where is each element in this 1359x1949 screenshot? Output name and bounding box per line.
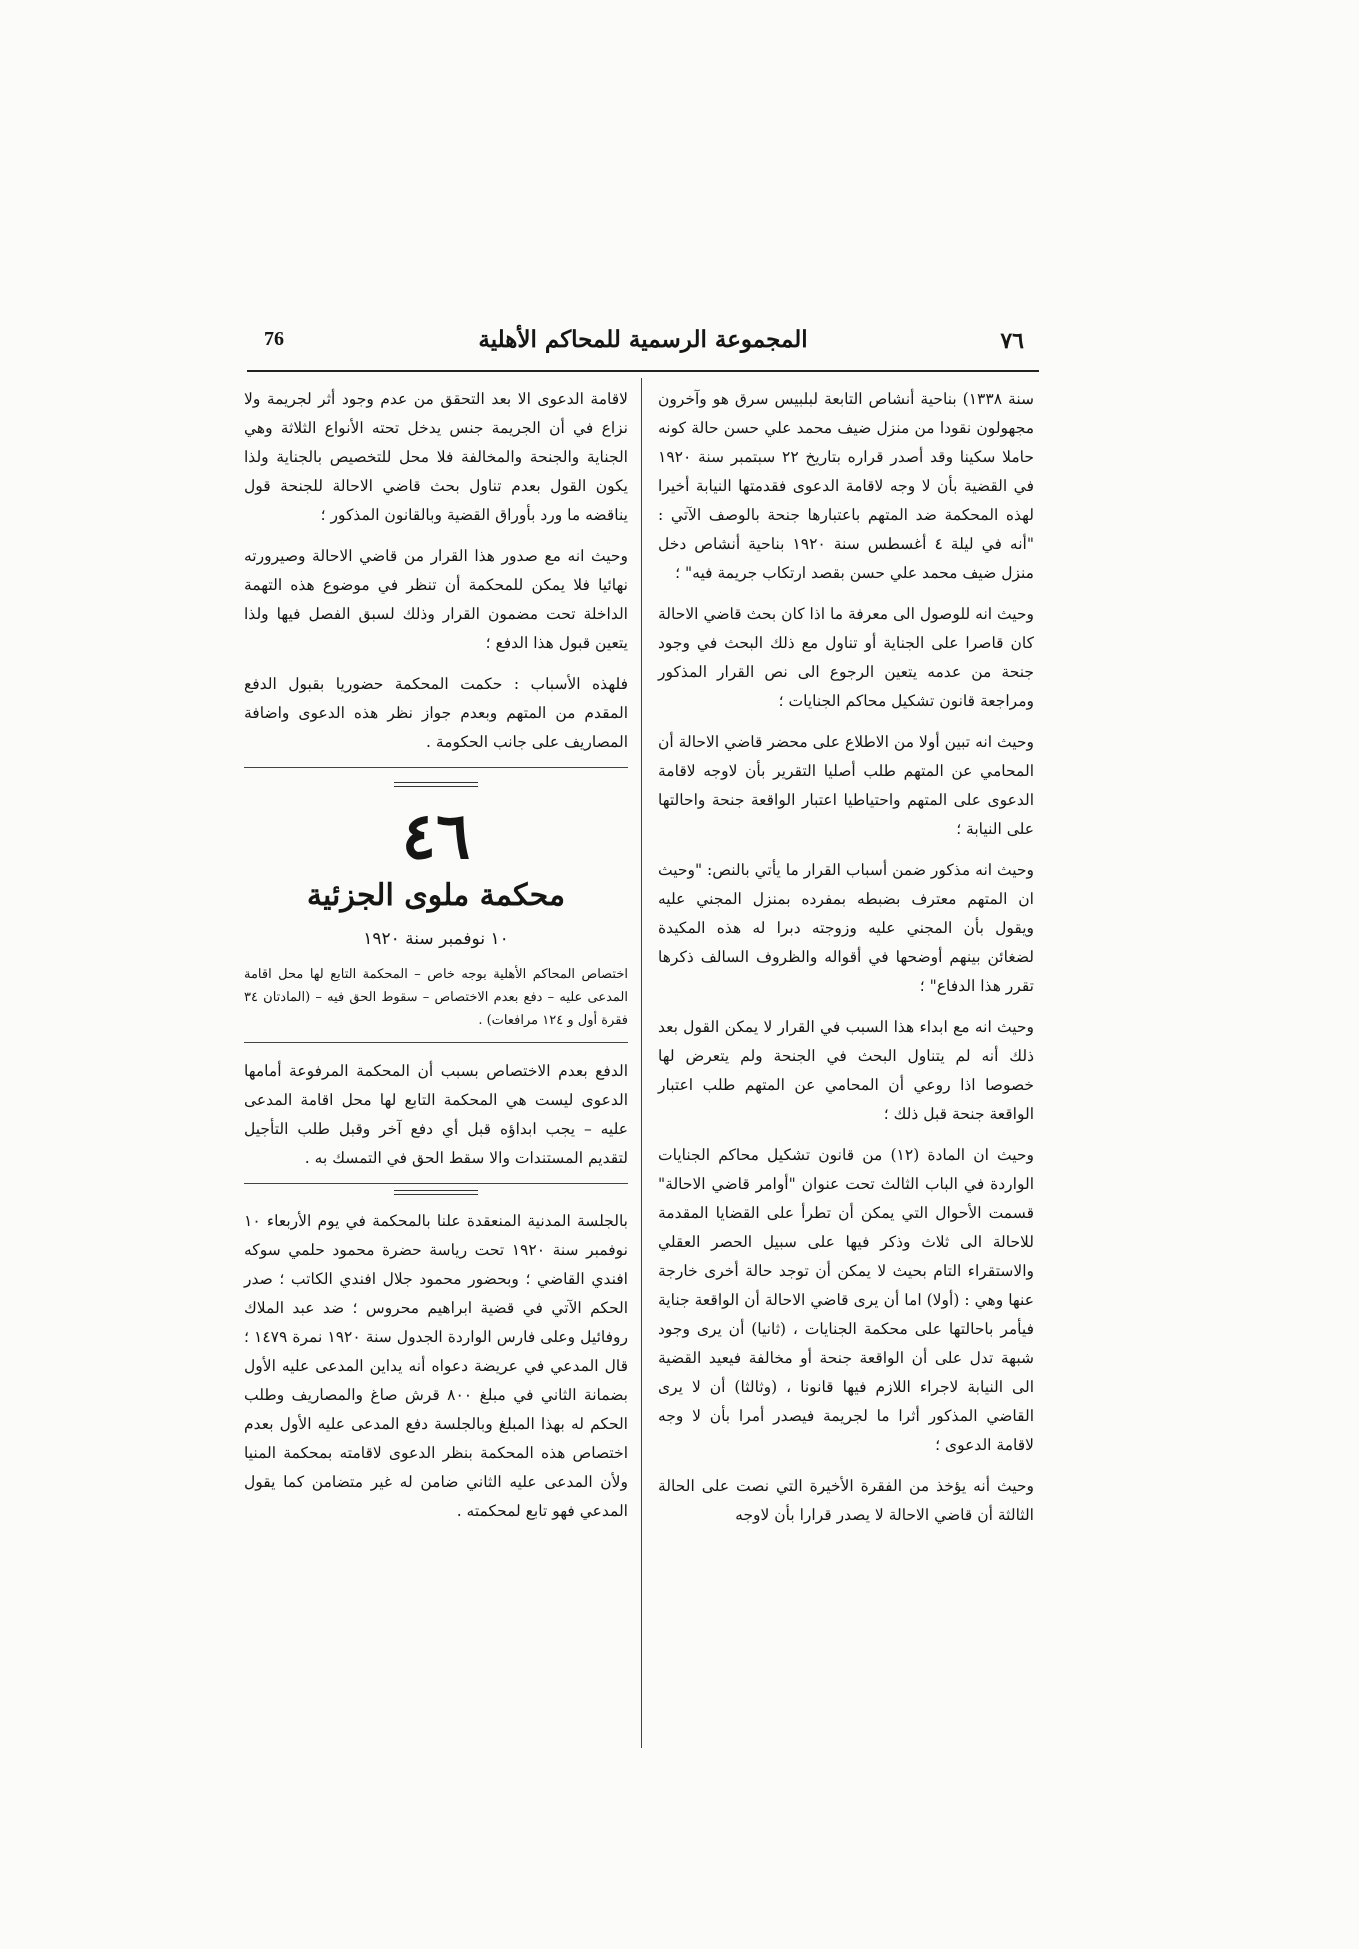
left-column — [244, 385, 628, 1538]
paragraph: وحيث انه تبين أولا من الاطلاع على محضر قاضي الاحالة أن المحامي عن المتهم طلب أصليا التقرير بأن لاوجه لاقامة الدعوى على المتهم واحتياطيا اعتبار الواقعة جنحة واحالتها على النيابة ؛ — [658, 733, 1034, 838]
right-column — [658, 385, 1034, 1542]
header-rule — [247, 370, 1039, 372]
case-summary: اختصاص المحاكم الأهلية بوجه خاص – المحكمة التابع لها محل اقامة المدعى عليه – دفع بعدم الاختصاص – سقوط الحق فيه – (المادتان ٣٤ فقرة أول و ١٢٤ مرافعات) . — [244, 963, 628, 1043]
paragraph: وحيث انه للوصول الى معرفة ما اذا كان بحث قاضي الاحالة كان قاصرا على الجناية أو تناول مع ذلك البحث في وجود جنحة من عدمه يتعين الرجوع الى نص القرار المذكور ومراجعة قانون تشكيل محاكم الجنايات ؛ — [658, 605, 1034, 710]
paragraph: وحيث أنه يؤخذ من الفقرة الأخيرة التي نصت على الحالة الثالثة أن قاضي الاحالة لا يصدر قرارا بأن لاوجه — [658, 1477, 1034, 1524]
paragraph: وحيث انه مع صدور هذا القرار من قاضي الاحالة وصيرورته نهائيا فلا يمكن للمحكمة أن تنظر في موضوع هذه التهمة الداخلة تحت مضمون القرار وذلك لسبق الفصل فيها ولذا يتعين قبول هذا الدفع ؛ — [244, 547, 628, 652]
double-rule — [394, 782, 478, 787]
paragraph: فلهذه الأسباب : حكمت المحكمة حضوريا بقبول الدفع المقدم من المتهم وبعدم جواز نظر هذه الدعوى واضافة المصاريف على جانب الحكومة . — [244, 670, 628, 768]
paragraph: سنة ١٣٣٨) بناحية أنشاص التابعة لبلبيس سرق هو وآخرون مجهولون نقودا من منزل ضيف محمد علي حسن حالة كونه حاملا سكينا وقد أصدر قراره بتاريخ ٢٢ سبتمبر سنة ١٩٢٠ في القضية بأن لا وجه لاقامة الدعوى فقدمتها النيابة أخيرا لهذه المحكمة ضد المتهم باعتبارها جنحة بالوصف الآتي : "أنه في ليلة ٤ أغسطس سنة ١٩٢٠ بناحية أنشاص دخل منزل ضيف محمد علي حسن بقصد ارتكاب جريمة فيه" ؛ — [658, 390, 1034, 582]
court-name: محكمة ملوى الجزئية — [306, 878, 566, 913]
double-rule — [394, 1190, 478, 1195]
page-number-latin: 76 — [264, 328, 284, 350]
paragraph: وحيث انه مذكور ضمن أسباب القرار ما يأتي بالنص: "وحيث ان المتهم معترف بضبطه بمفرده بمنزل المجني عليه ويقول بأن المجني عليه وزوجته دبرا له هذه المكيدة لضغائن بينهم أوضحها في أقواله والظروف السالف ذكرها تقرر هذا الدفاع" ؛ — [657, 861, 1034, 995]
paragraph: بالجلسة المدنية المنعقدة علنا بالمحكمة في يوم الأربعاء ١٠ نوفمبر سنة ١٩٢٠ تحت رياسة حضرة محمود حلمي سوكه افندي القاضي ؛ وبحضور محمود جلال افندي الكاتب ؛ صدر الحكم الآتي في قضية ابراهيم محروس ؛ ضد عبد الملاك روفائيل وعلى فارس الواردة الجدول سنة ١٩٢٠ نمرة ١٤٧٩ ؛ قال المدعي في عريضة دعواه أنه يداين المدعى عليه الأول بضمانة الثاني في مبلغ ٨٠٠ قرش صاغ والمصاريف وطلب الحكم له بهذا المبلغ وبالجلسة دفع المدعى عليه الأول بعدم اختصاص هذه المحكمة بنظر الدعوى لاقامته بمحكمة المنيا ولأن المدعى عليه الثاني ضامن له غير متضامن كما يقول المدعي فهو تابع لمحكمته . — [244, 1212, 628, 1520]
page-number-arabic: ٧٦ — [1000, 328, 1024, 354]
case-number: ٤٦ — [401, 799, 471, 874]
paragraph: لاقامة الدعوى الا بعد التحقق من عدم وجود أثر لجريمة ولا نزاع في أن الجريمة جنس يدخل تحته الأنواع الثلاثة وهي الجناية والجنحة والمخالفة فلا محل للتخصيص بالجناية ولذا يكون القول بعدم تناول بحث قاضي الاحالة للجنحة قول يناقضه ما ورد بأوراق القضية وبالقانون المذكور ؛ — [244, 390, 628, 524]
paragraph: وحيث ان المادة (١٢) من قانون تشكيل محاكم الجنايات الواردة في الباب الثالث تحت عنوان "أوامر قاضي الاحالة" قسمت الأحوال التي يمكن أن تطرأ على القضايا المقدمة للاحالة الى ثلاث وذكر فيها على سبيل الحصر العقلي والاستقراء التام بحيث لا يمكن أن توجد حالة أخرى خارجة عنها وهي : (أولا) اما أن يرى قاضي الاحالة أن الواقعة جناية فيأمر باحالتها على محكمة الجنايات ، (ثانيا) أن يرى وجود شبهة تدل على أن الواقعة جنحة أو مخالفة فيعيد القضية الى النيابة لاجراء اللازم فيها قانونا ، (وثالثا) أن لا يرى القاضي المذكور أثرا ما لجريمة فيصدر أمرا بأن لا وجه لاقامة الدعوى ؛ — [658, 1146, 1035, 1454]
case-syllabus: الدفع بعدم الاختصاص بسبب أن المحكمة المرفوعة أمامها الدعوى ليست هي المحكمة التابع لها محل اقامة المدعى عليه – يجب ابداؤه قبل أي دفع آخر وقبل طلب التأجيل لتقديم المستندات والا سقط الحق في التمسك به . — [244, 1057, 628, 1184]
page-header — [247, 328, 1039, 362]
paragraph: وحيث انه مع ابداء هذا السبب في القرار لا يمكن القول بعد ذلك أنه لم يتناول البحث في الجنحة ولم يتعرض لها خصوصا اذا روعي أن المحامي عن المتهم طلب اعتبار الواقعة جنحة قبل ذلك ؛ — [658, 1018, 1034, 1123]
column-divider — [641, 378, 642, 1748]
running-title: المجموعة الرسمية للمحاكم الأهلية — [478, 326, 808, 353]
case-date: ١٠ نوفمبر سنة ١٩٢٠ — [363, 929, 509, 949]
